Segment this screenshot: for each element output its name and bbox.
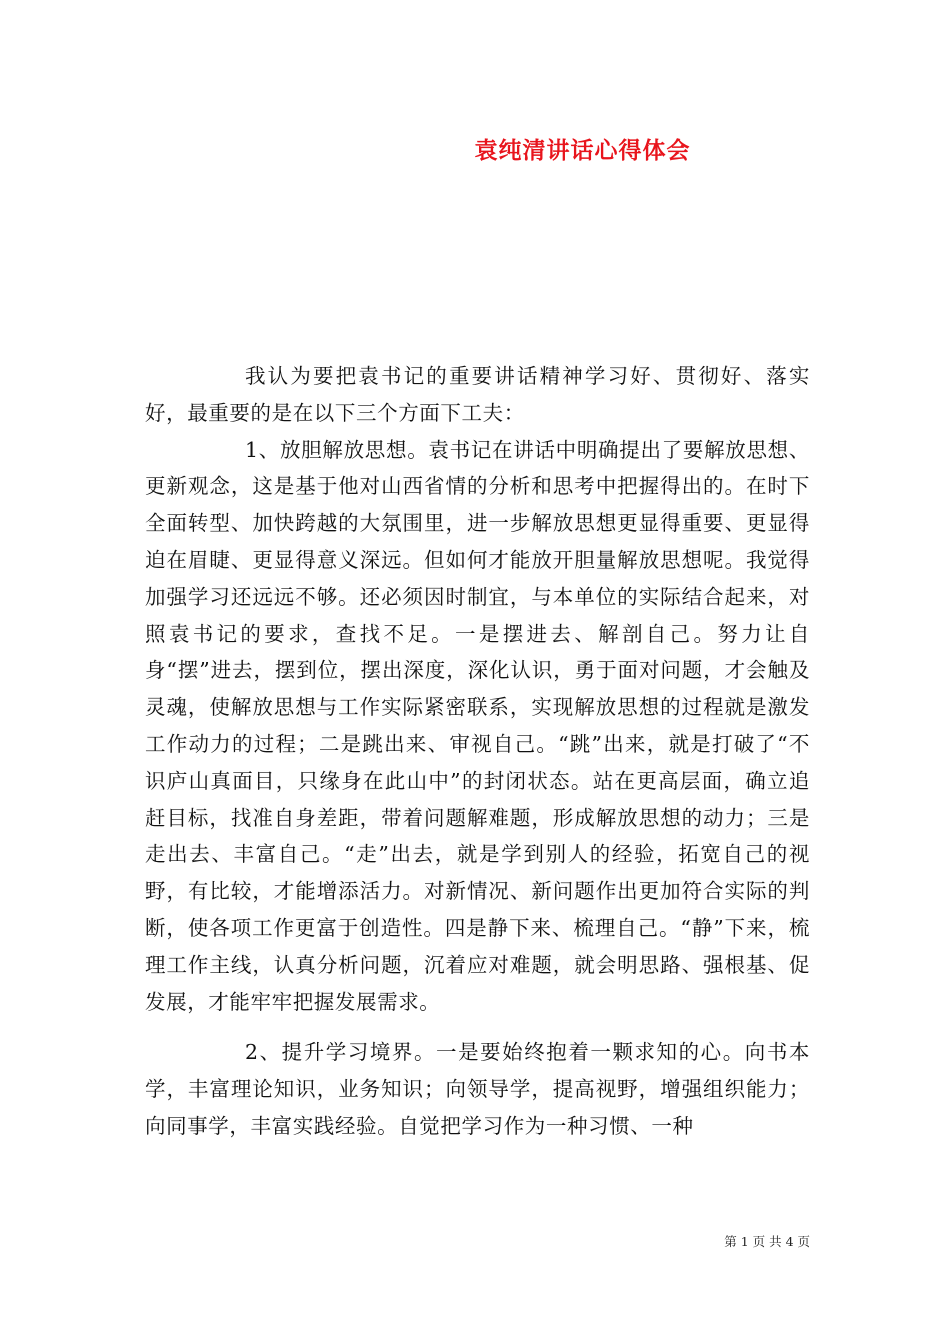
document-title: 袁纯清讲话心得体会 [474,137,691,164]
document-body [145,358,810,1145]
paragraph-point-2: 2、提升学习境界。一是要始终抱着一颗求知的心。向书本学，丰富理论知识，业务知识；向领导学，提高视野，增强组织能力；向同事学，丰富实践经验。自觉把学习作为一种习惯、一种 [145,1040,810,1138]
page-number-footer: 第 1 页 共 4 页 [724,1234,810,1249]
paragraph-intro: 我认为要把袁书记的重要讲话精神学习好、贯彻好、落实好，最重要的是在以下三个方面下工夫： [145,364,810,425]
paragraph-point-1: 1、放胆解放思想。袁书记在讲话中明确提出了要解放思想、更新观念，这是基于他对山西省情的分析和思考中把握得出的。在时下全面转型、加快跨越的大氛围里，进一步解放思想更显得重要、更显得迫在眉睫、更显得意义深远。但如何才能放开胆量解放思想呢。我觉得加强学习还远远不够。还必须因时制宜，与本单位的实际结合起来，对照袁书记的要求，查找不足。一是摆进去、解剖自己。努力让自身“摆”进去，摆到位，摆出深度，深化认识，勇于面对问题，才会触及灵魂，使解放思想与工作实际紧密联系，实现解放思想的过程就是激发工作动力的过程；二是跳出来、审视自己。“跳”出来，就是打破了“不识庐山真面目，只缘身在此山中”的封闭状态。站在更高层面，确立追赶目标，找准自身差距，带着问题解难题，形成解放思想的动力；三是走出去、丰富自己。“走”出去，就是学到别人的经验，拓宽自己的视野，有比较，才能增添活力。对新情况、新问题作出更加符合实际的判断，使各项工作更富于创造性。四是静下来、梳理自己。“静”下来，梳理工作主线，认真分析问题，沉着应对难题，就会明思路、强根基、促发展，才能牢牢把握发展需求。 [145,437,810,1014]
